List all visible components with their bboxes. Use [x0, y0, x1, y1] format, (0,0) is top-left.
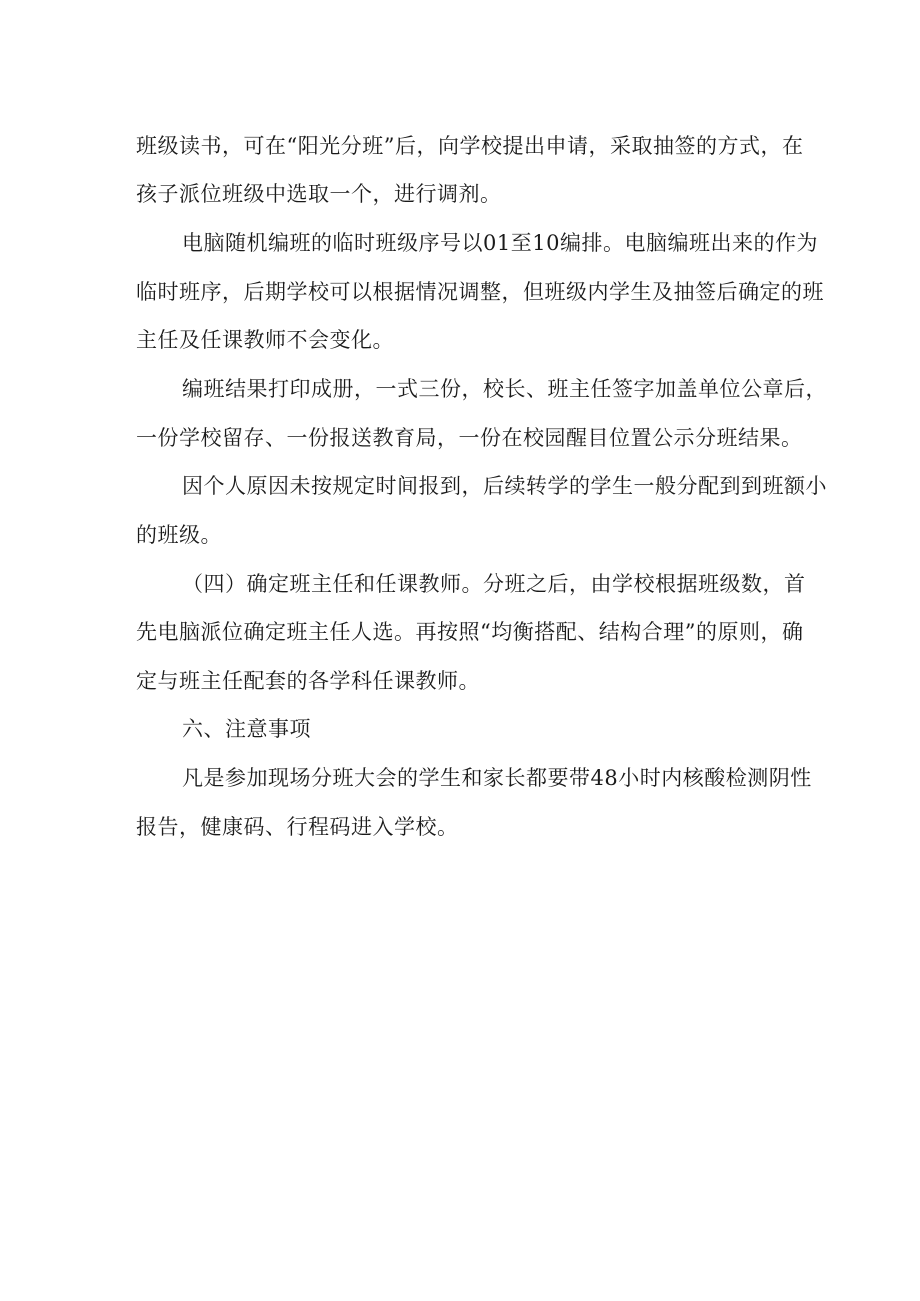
text-line-5: 主任及任课教师不会变化。: [136, 328, 394, 352]
text-line-6: 编班结果打印成册，一式三份，校长、班主任签字加盖单位公章后，: [182, 377, 827, 401]
text-line-2: 孩子派位班级中选取一个，进行调剂。: [136, 182, 502, 206]
text-line-15: 报告，健康码、行程码进入学校。: [136, 815, 459, 839]
text-line-9: 的班级。: [136, 523, 222, 547]
text-line-14: 凡是参加现场分班大会的学生和家长都要带48小时内核酸检测阴性: [182, 766, 812, 790]
text-line-3: 电脑随机编班的临时班级序号以01至10编排。电脑编班出来的作为: [182, 231, 818, 255]
text-line-7: 一份学校留存、一份报送教育局，一份在校园醒目位置公示分班结果。: [136, 426, 803, 450]
text-line-12: 定与班主任配套的各学科任课教师。: [136, 669, 480, 693]
text-line-4: 临时班序，后期学校可以根据情况调整，但班级内学生及抽签后确定的班: [136, 280, 824, 304]
text-line-8: 因个人原因未按规定时间报到，后续转学的学生一般分配到到班额小: [182, 474, 827, 498]
text-line-10: （四）确定班主任和任课教师。分班之后，由学校根据班级数，首: [182, 572, 806, 596]
text-line-1: 班级读书，可在“阳光分班”后，向学校提出申请，采取抽签的方式，在: [136, 134, 804, 158]
text-line-11: 先电脑派位确定班主任人选。再按照“均衡搭配、结构合理”的原则，确: [136, 620, 804, 644]
section-heading: 六、注意事项: [182, 717, 311, 741]
